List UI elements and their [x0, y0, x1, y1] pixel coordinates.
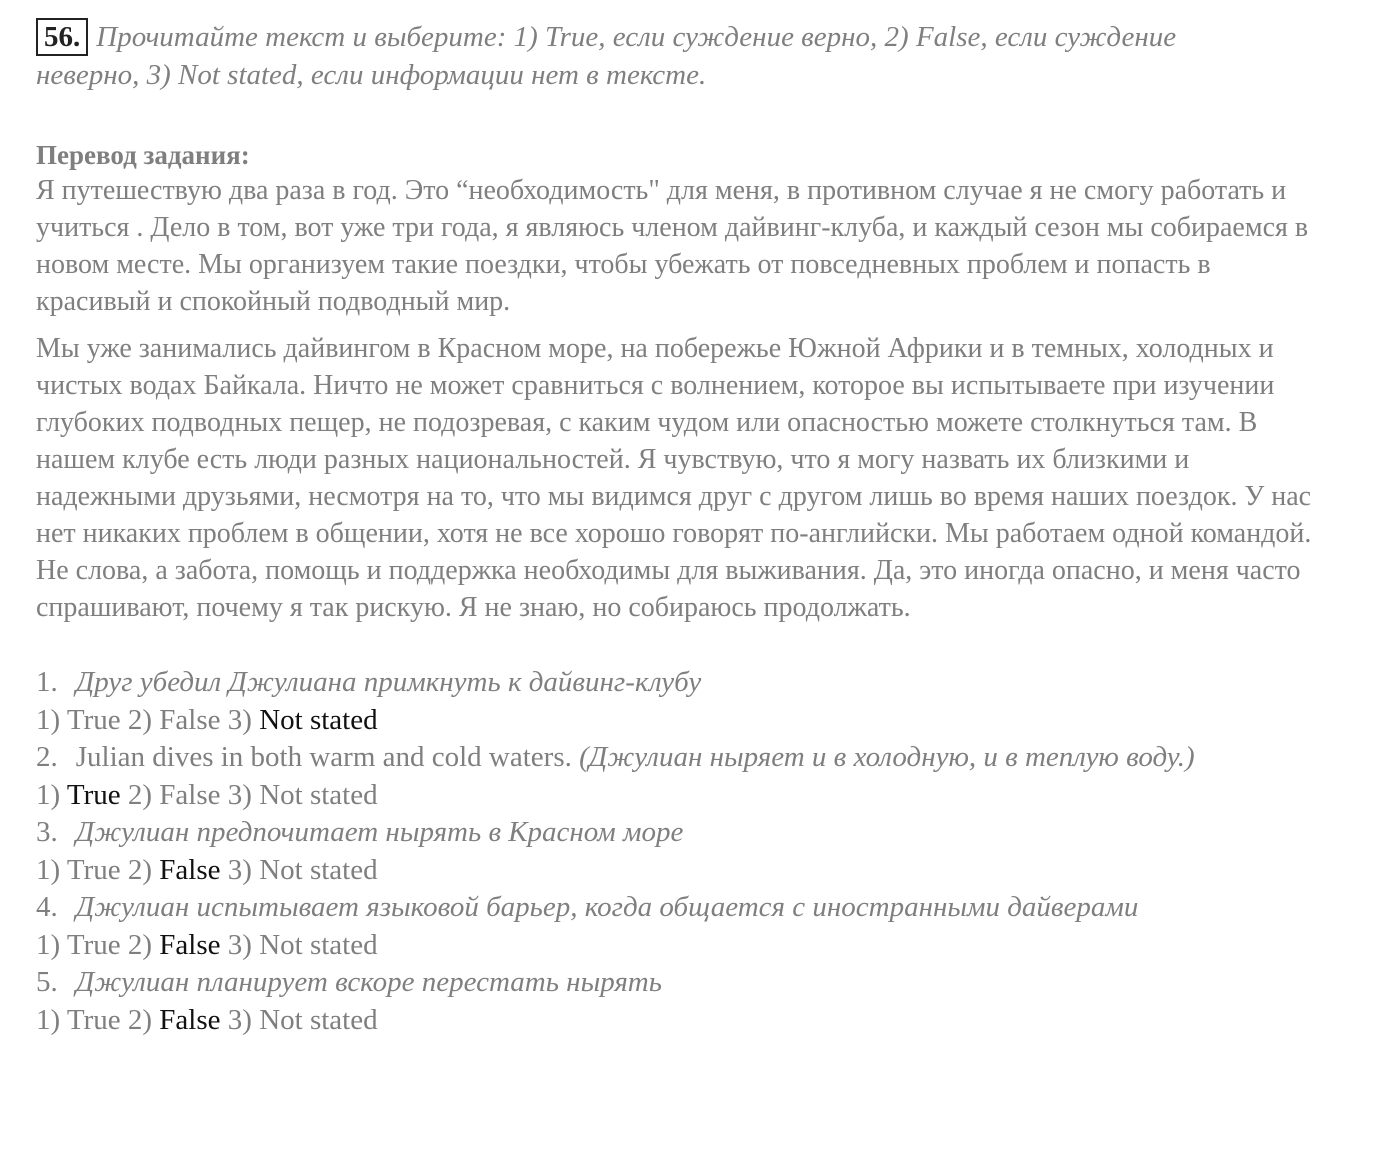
question-ru: Джулиан планирует вскоре перестать нырять — [75, 966, 662, 998]
option-prefix: 2) — [120, 1003, 160, 1036]
task-number: 56. — [36, 18, 88, 56]
option-prefix: 2) — [120, 703, 160, 736]
answer-options — [36, 852, 1336, 890]
option-prefix: 1) — [36, 853, 67, 886]
question-ru: Джулиан предпочитает нырять в Красном море — [75, 816, 684, 848]
option-prefix: 1) — [36, 778, 67, 811]
option-false: False — [159, 1003, 221, 1036]
option-prefix: 1) — [36, 928, 67, 961]
question-ru: (Джулиан ныряет и в холодную, и в теплую воду.) — [579, 741, 1195, 773]
option-prefix: 1) — [36, 1003, 67, 1036]
task-instruction: Прочитайте текст и выберите: 1) True, если суждение верно, 2) False, если суждение неверно, 3) Not stated, если информации нет в тексте. — [36, 21, 1177, 91]
option-false: False — [159, 778, 221, 811]
option-true: True — [66, 928, 121, 961]
question-number: 1. — [36, 666, 58, 698]
question-text — [36, 664, 1336, 702]
question-text — [36, 814, 1336, 852]
question-item — [36, 664, 1336, 739]
option-not-stated: Not stated — [259, 928, 378, 961]
translation-paragraph: Я путешествую два раза в год. Это “необходимость" для меня, в противном случае я не смогу работать и учиться . Дело в том, вот уже три года, я являюсь членом дайвинг-клуба, и каждый сезон мы собираемся в новом месте. Мы организуем такие поездки, чтобы убежать от повседневных проблем и попасть в красивый и спокойный подводный мир. — [36, 175, 1309, 317]
option-prefix: 3) — [220, 703, 260, 736]
question-item — [36, 889, 1336, 964]
option-prefix: 3) — [220, 778, 260, 811]
question-number: 3. — [36, 816, 58, 848]
questions-list — [36, 664, 1336, 1039]
option-false: False — [159, 928, 221, 961]
option-true: True — [66, 778, 121, 811]
translation-paragraph: Мы уже занимались дайвингом в Красном море, на побережье Южной Африки и в темных, холодных и чистых водах Байкала. Ничто не может сравниться с волнением, которое вы испытываете при изучении глубоких подводных пещер, не подозревая, с каким чудом или опасностью можете столкнуться там. В нашем клубе есть люди разных национальностей. Я чувствую, что я могу назвать их близкими и надежными друзьями, несмотря на то, что мы видимся друг с другом лишь во время наших поездок. У нас нет никаких проблем в общении, хотя не все хорошо говорят по-английски. Мы работаем одной командой. Не слова, а забота, помощь и поддержка необходимы для выживания. Да, это иногда опасно, и меня часто спрашивают, почему я так рискую. Я не знаю, но собираюсь продолжать. — [36, 333, 1312, 623]
question-number: 5. — [36, 966, 58, 998]
option-not-stated: Not stated — [259, 853, 378, 886]
option-prefix: 1) — [36, 703, 67, 736]
question-number: 4. — [36, 891, 58, 923]
question-number: 2. — [36, 741, 58, 773]
option-not-stated: Not stated — [259, 703, 378, 736]
answer-options — [36, 1002, 1336, 1040]
option-not-stated: Not stated — [259, 778, 378, 811]
question-ru: Друг убедил Джулиана примкнуть к дайвинг-клубу — [75, 666, 702, 698]
answer-options — [36, 777, 1336, 815]
task-header — [36, 18, 1266, 94]
option-false: False — [159, 703, 221, 736]
question-item — [36, 964, 1336, 1039]
answer-options — [36, 702, 1336, 740]
option-false: False — [159, 853, 221, 886]
answer-options — [36, 927, 1336, 965]
option-prefix: 2) — [120, 928, 160, 961]
question-item — [36, 814, 1336, 889]
option-prefix: 3) — [220, 1003, 260, 1036]
question-ru: Джулиан испытывает языковой барьер, когда общается с иностранными дайверами — [75, 891, 1139, 923]
option-true: True — [66, 853, 121, 886]
question-item — [36, 739, 1336, 814]
option-true: True — [66, 703, 121, 736]
option-prefix: 3) — [220, 853, 260, 886]
question-text — [36, 964, 1336, 1002]
option-prefix: 2) — [120, 778, 160, 811]
option-true: True — [66, 1003, 121, 1036]
question-text — [36, 739, 1336, 777]
question-en: Julian dives in both warm and cold waters. — [75, 741, 580, 773]
option-not-stated: Not stated — [259, 1003, 378, 1036]
option-prefix: 3) — [220, 928, 260, 961]
translation-title: Перевод задания: — [36, 140, 250, 170]
question-text — [36, 889, 1336, 927]
option-prefix: 2) — [120, 853, 160, 886]
